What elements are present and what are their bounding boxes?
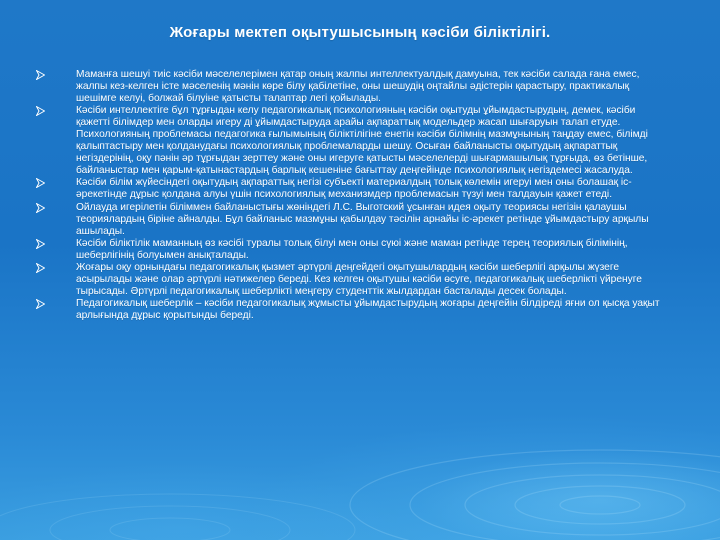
- list-item: [36, 69, 672, 105]
- list-item-text: Жоғары оқу орнындағы педагогикалық қызмет әртүрлі деңгейдегі оқытушылардың кәсіби шеберлігі арқылы жүзеге асырылады және олар әртүрлі нәтижелер береді. Кез келген оқытушы кәсіби өсуге, педагогикалық шеберлікті үйренуге тырысады. Әртүрлі педагогикалық шеберлікті меңгеру студенттік жылдардан басталады десек болады.: [76, 261, 642, 297]
- list-item-text: Кәсіби білім жүйесіндегі оқытудың ақпараттық негізі субъекті материалдың толық көлемін игеруі мен оны болашақ іс-әрекетінде дұрыс қолдана алуы үшін психологиялық механизмдер проблемасын түзуі мен талдауын қажет етеді.: [76, 177, 632, 201]
- arrowhead-bullet-icon: [36, 239, 45, 249]
- list-item-text: Кәсіби интеллектіге бұл тұрғыдан келу педагогикалық психологияның кәсіби оқытуды ұйымдастырудың, демек, кәсіби қажетті білімдер мен оларды игеру ді ұйымдастыруда арайы ақпараттық модельдер жасап шығаруын талап етуде. Психологияның проблемасы педагогика ғылымының біліктілігіне енетін кәсіби білімнің мазмұнының таңдау емес, білімді қалыптастыру мен қолданудағы психологиялық проблемаларды шешу. Осыған байланысты оқытудың ақпараттық негіздерінің, оқу пәнін әр тұрғыдан зерттеу және оны игеруге қатысты мәселелерді шығармашылық тұрғыда, өз бетінше, байланыстар мен қарым-қатынастардың барлық кешеніне бағыттау деңгейінде психологиялық негіздемесі жасалуда.: [76, 105, 648, 177]
- slide-title: Жоғары мектеп оқытушысының кәсіби біліктілігі.: [169, 24, 551, 41]
- list-item-text: Кәсіби біліктілік маманның өз кәсібі туралы толық білуі мен оны сүюі және маман ретінде терең теориялық білімінің, шеберлігінің болуымен анықталады.: [76, 237, 628, 261]
- list-item: [36, 298, 672, 322]
- list-item: [36, 105, 672, 177]
- list-item-text: Педагогикалық шеберлік – кәсіби педагогикалық жұмысты ұйымдастырудың жоғары деңгейін білдіреді яғни ол қысқа уақыт арлығында дұрыс қорытынды береді.: [76, 297, 660, 321]
- list-item: [36, 262, 672, 298]
- list-item: [36, 177, 672, 201]
- arrowhead-bullet-icon: [36, 263, 45, 273]
- list-item-text: Ойлауда игерілетін біліммен байланыстығы жөніндегі Л.С. Выготский ұсынған идея оқыту теориясы негізін қалаушы теориялардың біріне айналды. Бұл байланыс мазмұны қабылдау тәсілін арнайы іс-әрекет ретінде ұйымдастыру арқылы ашылады.: [76, 201, 649, 237]
- arrowhead-bullet-icon: [36, 70, 45, 80]
- list-item: [36, 202, 672, 238]
- list-item: [36, 238, 672, 262]
- arrowhead-bullet-icon: [36, 178, 45, 188]
- arrowhead-bullet-icon: [36, 106, 45, 116]
- arrowhead-bullet-icon: [36, 203, 45, 213]
- bullet-list: [36, 69, 672, 322]
- list-item-text: Маманға шешуі тиіс кәсіби мәселелерімен қатар оның жалпы интеллектуалдық дамуына, тек кәсіби салада ғана емес, жалпы кез-келген істе мәселенің мәнін көре білу қабілетіне, оны шешудің оңтайлы әдістерін қарастыру, практикалық шешімге келуі, болжай білуіне қатысты талаптар легі қойылады.: [76, 69, 640, 105]
- arrowhead-bullet-icon: [36, 299, 45, 309]
